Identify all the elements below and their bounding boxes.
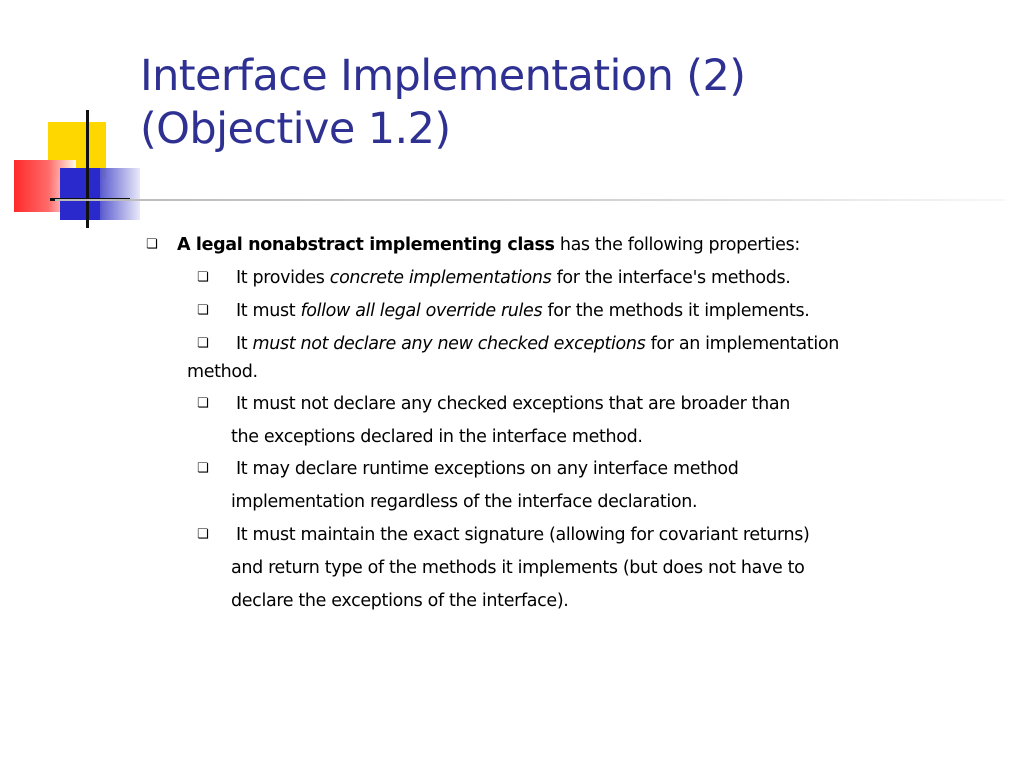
sub-bullet-6: It must maintain the exact signature (allowing for covariant returns): [236, 525, 810, 545]
sub-bullet-4: It must not declare any checked exceptions that are broader than: [236, 394, 791, 414]
sub-bullet-4-continuation: the exceptions declared in the interface method.: [231, 427, 643, 447]
sub-bullet-text: It: [236, 334, 253, 354]
sub-bullet-text: It provides: [236, 268, 330, 288]
sub-bullet-1: [236, 267, 791, 289]
sub-bullet-text: for the methods it implements.: [542, 301, 810, 321]
sub-bullet-text: It must: [236, 301, 301, 321]
sub-bullet-6-continuation-2: declare the exceptions of the interface).: [231, 591, 569, 611]
bullet-icon: ❏: [197, 336, 209, 351]
sub-bullet-emphasis: must not declare any new checked exceptions: [252, 334, 646, 354]
sub-bullet-3-continuation: method.: [187, 362, 258, 382]
main-bullet-text: [177, 234, 800, 256]
sub-bullet-text: for the interface's methods.: [551, 268, 791, 288]
bullet-icon: ❏: [197, 461, 209, 476]
sub-bullet-2: [236, 300, 810, 322]
sub-bullet-3: [236, 333, 839, 355]
bullet-icon: ❏: [197, 270, 209, 285]
bullet-icon: ❏: [146, 237, 158, 252]
sub-bullet-emphasis: concrete implementations: [329, 268, 552, 288]
sub-bullet-emphasis: follow all legal override rules: [300, 301, 543, 321]
bullet-icon: ❏: [197, 527, 209, 542]
bullet-icon: ❏: [197, 396, 209, 411]
bullet-icon: ❏: [197, 303, 209, 318]
main-bullet-rest: has the following properties:: [554, 235, 800, 255]
title-line-1: Interface Implementation (2): [140, 51, 746, 101]
main-bullet-bold: A legal nonabstract implementing class: [177, 235, 555, 255]
sub-bullet-5-continuation: implementation regardless of the interface declaration.: [231, 492, 698, 512]
sub-bullet-text: for an implementation: [645, 334, 839, 354]
sub-bullet-6-continuation: and return type of the methods it implements (but does not have to: [231, 558, 805, 578]
sub-bullet-5: It may declare runtime exceptions on any interface method: [236, 459, 739, 479]
title-line-2: (Objective 1.2): [140, 104, 451, 154]
